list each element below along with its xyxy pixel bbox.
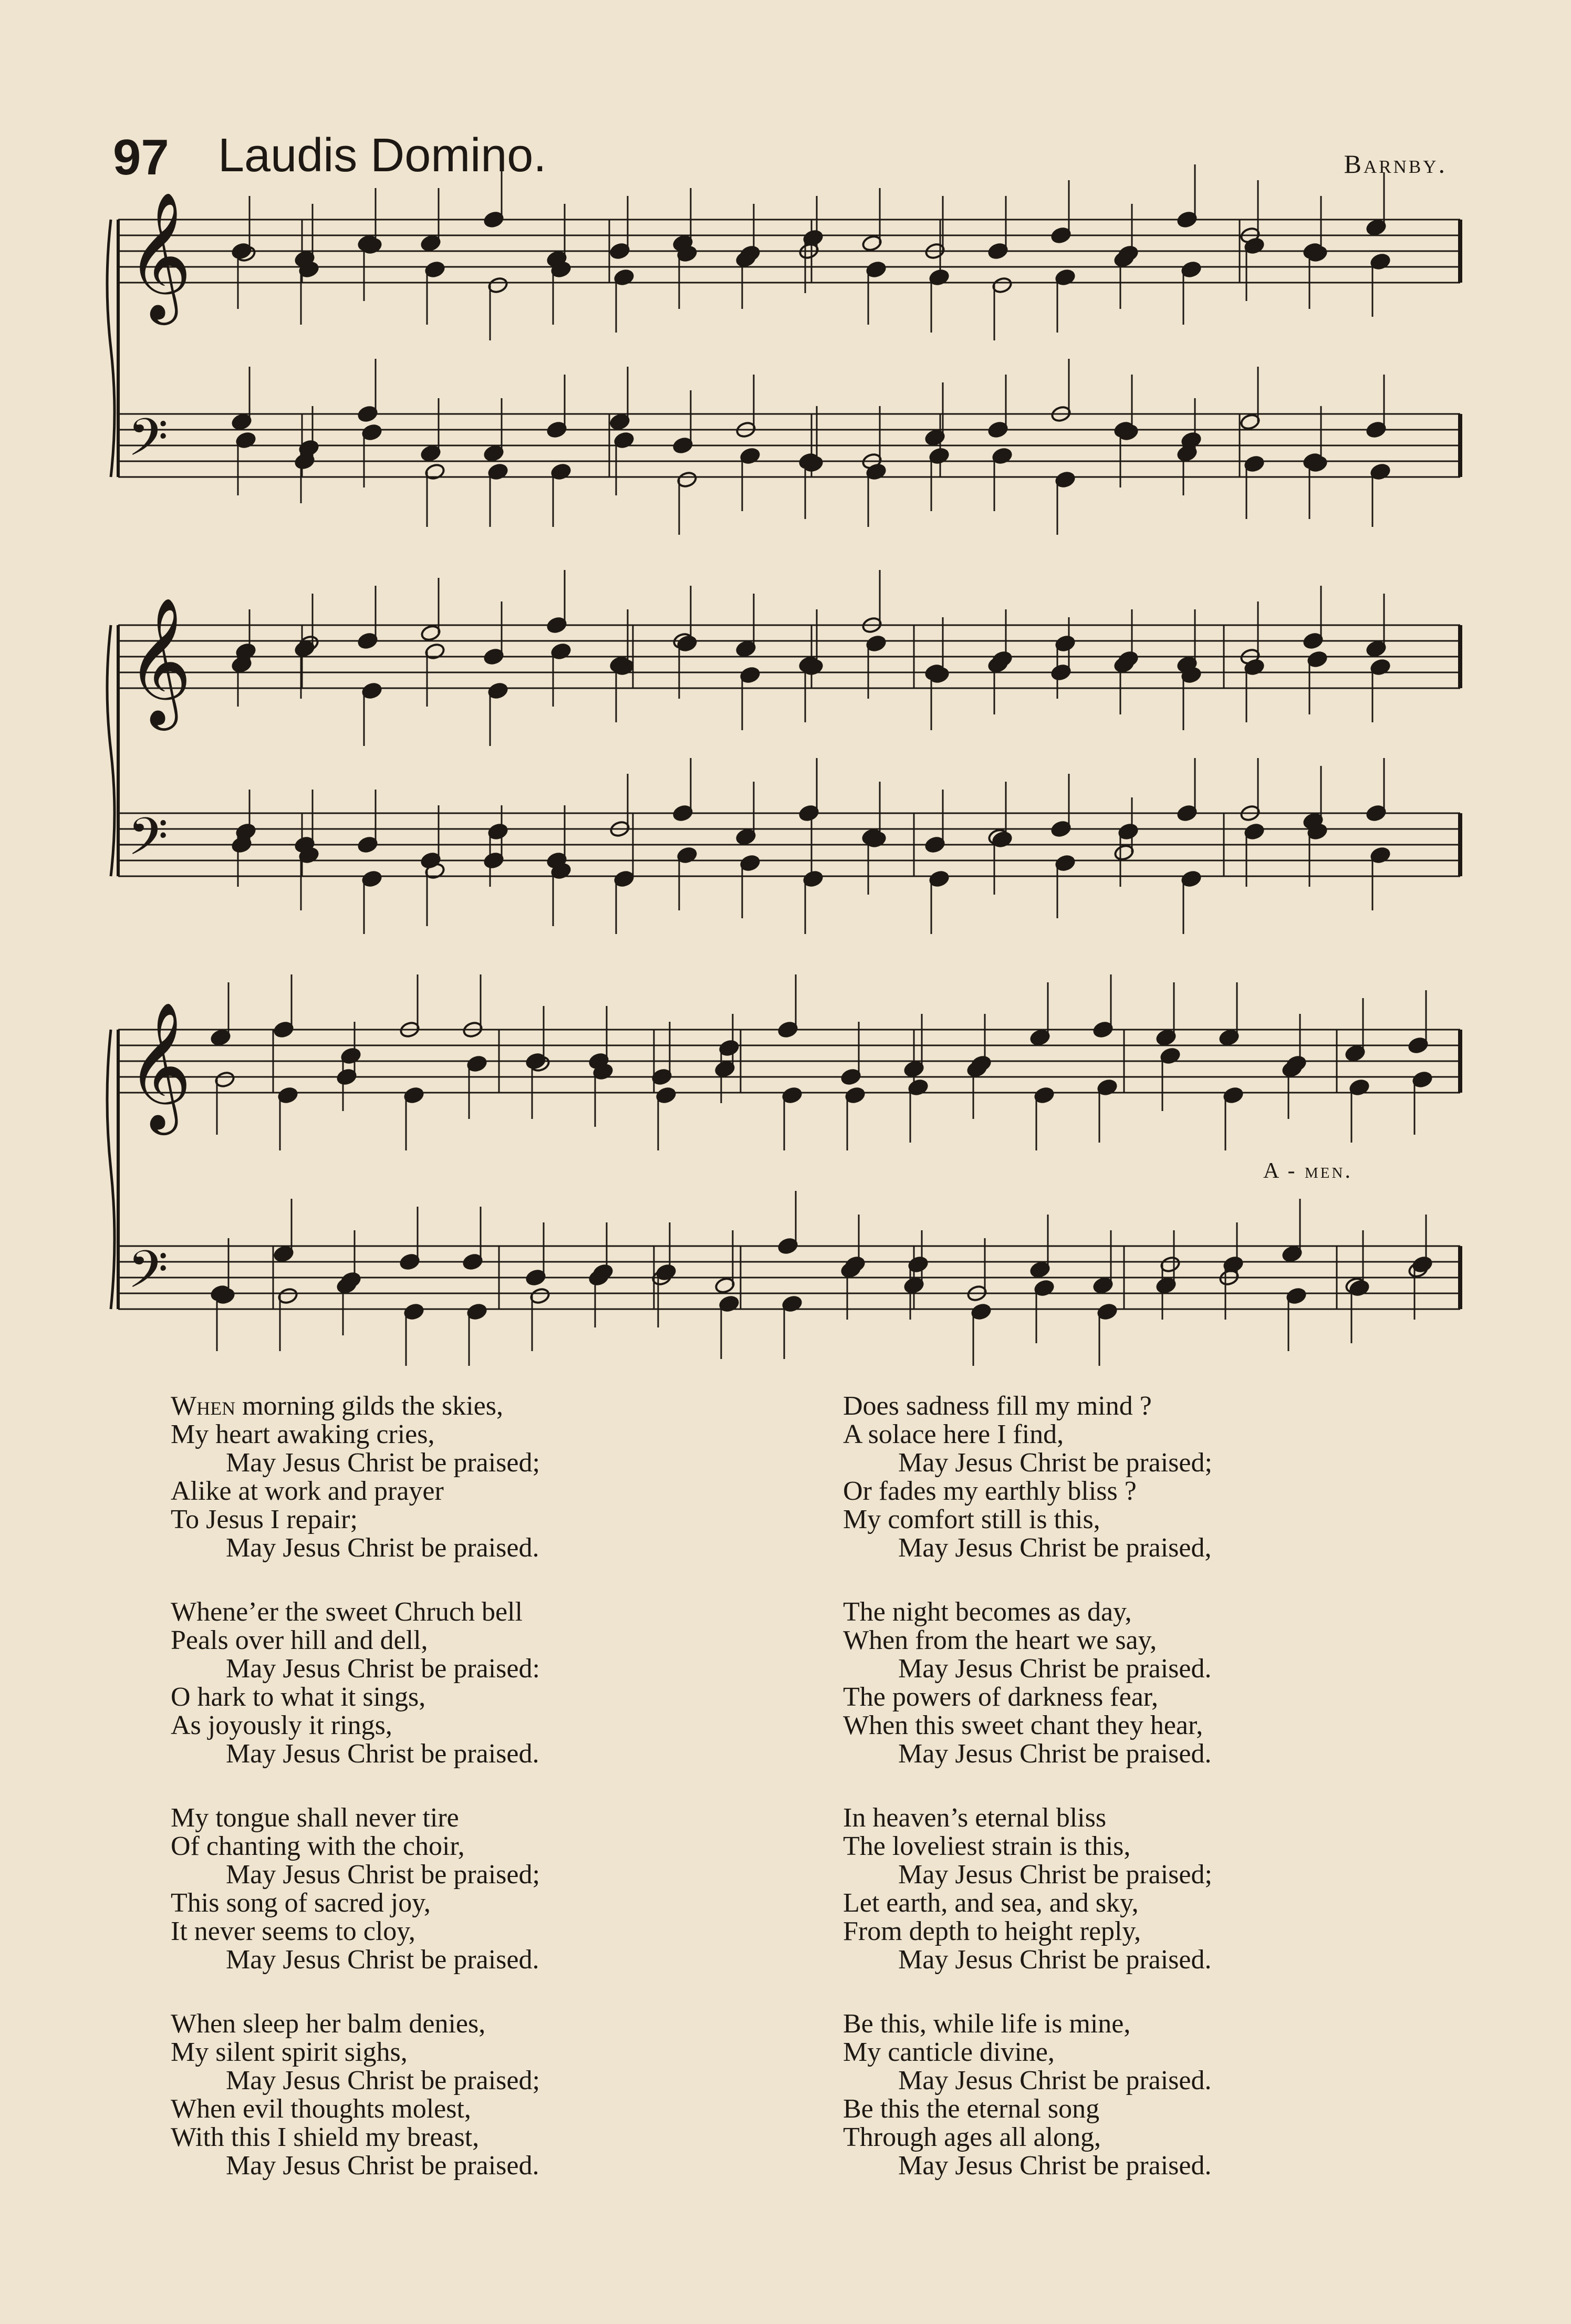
verse-line: The loveliest strain is this, — [843, 1831, 1131, 1861]
verse-refrain: May Jesus Christ be praised; — [898, 1860, 1212, 1890]
verse-line: It never seems to cloy, — [171, 1916, 415, 1946]
verse-line: Through ages all along, — [843, 2122, 1101, 2152]
verse-refrain: May Jesus Christ be praised. — [226, 1739, 539, 1769]
verse-line: The night becomes as day, — [843, 1597, 1132, 1627]
verse-refrain: May Jesus Christ be praised: — [226, 1654, 540, 1684]
verse-line: O hark to what it sings, — [171, 1682, 426, 1712]
verse-line: My heart awaking cries, — [171, 1419, 435, 1449]
system-brace — [107, 625, 115, 876]
verse-line: To Jesus I repair; — [171, 1505, 358, 1534]
verse-line: This song of sacred joy, — [171, 1888, 431, 1918]
bass-clef-icon: 𝄢 — [128, 408, 169, 481]
verse-line — [171, 1392, 827, 1420]
verse-line: In heaven’s eternal bliss — [843, 1803, 1107, 1833]
stanza-3 — [171, 1804, 827, 1974]
verse-refrain: May Jesus Christ be praised; — [226, 1860, 540, 1890]
verse-first-line-rest: morning gilds the skies, — [235, 1391, 503, 1421]
verse-refrain: May Jesus Christ be praised; — [226, 2066, 540, 2095]
verse-refrain: May Jesus Christ be praised. — [226, 1945, 539, 1975]
treble-clef-icon: 𝄞 — [127, 191, 192, 319]
verse-refrain: May Jesus Christ be praised. — [898, 2151, 1212, 2181]
verses — [171, 1392, 1431, 2212]
verse-line: My silent spirit sighs, — [171, 2037, 408, 2067]
stanza-6 — [843, 1598, 1500, 1768]
verse-line: My tongue shall never tire — [171, 1803, 459, 1833]
verse-line: My comfort still is this, — [843, 1505, 1100, 1534]
verses-left-column — [171, 1392, 827, 2216]
verse-line: As joyously it rings, — [171, 1710, 392, 1740]
verse-refrain: May Jesus Christ be praised. — [898, 2066, 1212, 2095]
verse-refrain: May Jesus Christ be praised. — [226, 1533, 539, 1563]
verse-line: When this sweet chant they hear, — [843, 1710, 1203, 1740]
verse-refrain: May Jesus Christ be praised; — [226, 1448, 540, 1478]
verse-line: Peals over hill and dell, — [171, 1625, 428, 1655]
verses-right-column — [843, 1392, 1500, 2216]
verse-line: My canticle divine, — [843, 2037, 1055, 2067]
system-brace — [107, 1030, 115, 1309]
verse-line: A solace here I find, — [843, 1419, 1064, 1449]
verse-refrain: May Jesus Christ be praised. — [898, 1945, 1212, 1975]
treble-clef-icon: 𝄞 — [127, 1001, 192, 1129]
verse-line: When sleep her balm denies, — [171, 2009, 486, 2039]
bass-clef-icon: 𝄢 — [128, 1240, 169, 1313]
verse-line: Let earth, and sea, and sky, — [843, 1888, 1139, 1918]
verse-refrain: May Jesus Christ be praised. — [898, 1739, 1212, 1769]
hymn-title: Laudis Domino. — [218, 129, 547, 182]
verse-line: Of chanting with the choir, — [171, 1831, 465, 1861]
verse-line: When from the heart we say, — [843, 1625, 1157, 1655]
verse-line: Alike at work and prayer — [171, 1476, 444, 1506]
stanza-2 — [171, 1598, 827, 1768]
verse-line: Does sadness fill my mind ? — [843, 1391, 1152, 1421]
verse-first-word: When — [171, 1391, 236, 1421]
stanza-7 — [843, 1804, 1500, 1974]
verse-line: From depth to height reply, — [843, 1916, 1141, 1946]
stanza-8 — [843, 2010, 1500, 2180]
verse-line: Or fades my earthly bliss ? — [843, 1476, 1137, 1506]
verse-line: Be this the eternal song — [843, 2094, 1100, 2124]
hymn-number: 97 — [113, 129, 169, 185]
verse-line: Be this, while life is mine, — [843, 2009, 1131, 2039]
stanza-1 — [171, 1392, 827, 1562]
amen-label: A - men. — [1263, 1159, 1352, 1183]
verse-line: With this I shield my breast, — [171, 2122, 480, 2152]
verse-refrain: May Jesus Christ be praised. — [898, 1654, 1212, 1684]
verse-line: When evil thoughts molest, — [171, 2094, 471, 2124]
bass-clef-icon: 𝄢 — [128, 807, 169, 880]
system-brace — [107, 220, 115, 477]
verse-refrain: May Jesus Christ be praised, — [898, 1533, 1212, 1563]
verse-line: Whene’er the sweet Chruch bell — [171, 1597, 523, 1627]
stanza-5 — [843, 1392, 1500, 1562]
verse-refrain: May Jesus Christ be praised; — [898, 1448, 1212, 1478]
stanza-4 — [171, 2010, 827, 2180]
composer-name: Barnby. — [1344, 149, 1447, 179]
treble-clef-icon: 𝄞 — [127, 596, 192, 725]
verse-refrain: May Jesus Christ be praised. — [226, 2151, 539, 2181]
verse-line: The powers of darkness fear, — [843, 1682, 1159, 1712]
